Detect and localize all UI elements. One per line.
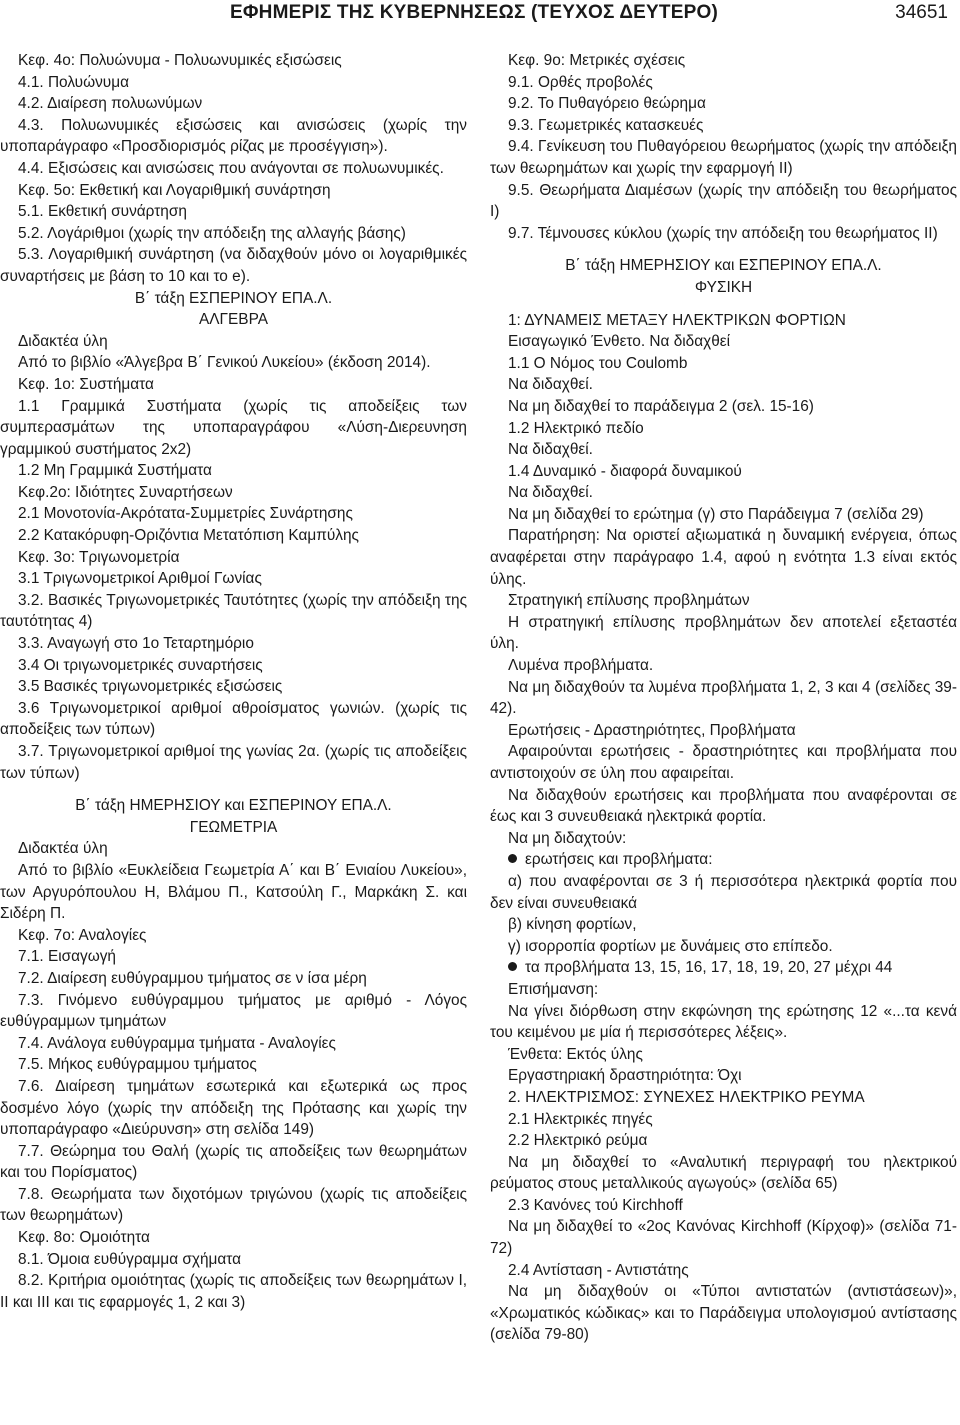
paragraph-text: Επισήμανση: [508,980,599,998]
text-paragraph [490,914,957,936]
text-paragraph [490,849,957,871]
paragraph-text: Η στρατηγική επίλυσης προβλημάτων δεν αποτελεί εξεταστέα ύλη. [490,613,957,653]
paragraph-text: ΓΕΩΜΕΤΡΙΑ [189,818,278,836]
text-paragraph [0,1184,467,1227]
text-paragraph [490,1001,957,1044]
text-paragraph [0,352,467,374]
text-paragraph [0,93,467,115]
paragraph-text: 9.3. Γεωμετρικές κατασκευές [508,116,704,134]
paragraph-text: Να μη διδαχθεί το παράδειγμα 2 (σελ. 15-16) [508,397,814,415]
paragraph-text: 2.1 Ηλεκτρικές πηγές [508,1110,653,1128]
paragraph-text: 7.1. Εισαγωγή [18,948,116,966]
text-paragraph [0,201,467,223]
paragraph-text: β) κίνηση φορτίων, [508,916,637,934]
paragraph-text: 1.4 Δυναμικό - διαφορά δυναμικού [508,462,742,480]
text-paragraph [490,979,957,1001]
paragraph-text: 5.1. Εκθετική συνάρτηση [18,203,187,221]
paragraph-text: α) που αναφέρονται σε 3 ή περισσότερα ηλεκτρικά φορτία που δεν είναι συνευθειακά [490,872,957,912]
text-paragraph [490,677,957,720]
paragraph-text: 3.3. Αναγωγή στο 1ο Τεταρτημόριο [18,635,254,653]
left-column [0,50,467,1313]
paragraph-text: 2.2 Κατακόρυφη-Οριζόντια Μετατόπιση Καμπύλης [18,527,359,545]
text-paragraph [490,72,957,94]
text-paragraph [0,990,467,1033]
text-paragraph [0,860,467,925]
text-paragraph [0,676,467,698]
paragraph-text: 2. ΗΛΕΚΤΡΙΣΜΟΣ: ΣΥΝΕΧΕΣ ΗΛΕΚΤΡΙΚΟ ΡΕΥΜΑ [508,1088,865,1106]
text-paragraph [490,418,957,440]
text-paragraph [0,460,467,482]
text-paragraph [490,828,957,850]
paragraph-text: 8.2. Κριτήρια ομοιότητας (χωρίς τις αποδείξεις των θεωρημάτων I, II και III και τις εφαρμογές 1, 2 και 3) [0,1272,467,1311]
bullet-icon [508,854,517,863]
text-paragraph [0,838,467,860]
paragraph-text: Να μη διδαχτούν: [508,829,627,847]
paragraph-text: ερωτήσεις και προβλήματα: [525,851,713,869]
text-paragraph [490,785,957,828]
text-paragraph [490,936,957,958]
paragraph-text: 7.6. Διαίρεση τμημάτων εσωτερικά και εξωτερικά ως προς δοσμένο λόγο (χωρίς την απόδειξη της Πρότασης και χωρίς την υποπαράγραφο «Διεύρυνση» στη σελίδα 149) [0,1077,467,1139]
paragraph-text: Να διδαχθεί. [508,484,593,502]
paragraph-text: ΑΛΓΕΒΡΑ [199,311,268,329]
text-paragraph [490,1087,957,1109]
paragraph-text: Παρατήρηση: Να οριστεί αξιωματικά η δυναμική ενέργεια, όπως αναφέρεται στην παράγραφο 1.4, αφού η ενότητα 1.3 είναι εκτός ύλης. [490,527,957,588]
paragraph-text: Από το βιβλίο «Άλγεβρα Β΄ Γενικού Λυκείου» (έκδοση 2014). [18,354,431,372]
paragraph-text: Κεφ.2ο: Ιδιότητες Συναρτήσεων [18,483,233,501]
paragraph-text: Να διδαχθούν ερωτήσεις και προβλήματα που αναφέρονται σε έως και 3 συνευθειακά ηλεκτρικά φορτία. [490,786,957,826]
gazette-title: ΕΦΗΜΕΡΙΣ ΤΗΣ ΚΥΒΕΡΝΗΣΕΩΣ (ΤΕΥΧΟΣ ΔΕΥΤΕΡΟ) [230,2,718,23]
text-paragraph [0,968,467,990]
text-paragraph [490,396,957,418]
text-paragraph [0,50,467,72]
text-paragraph [490,93,957,115]
text-paragraph [490,115,957,137]
page-header [0,2,960,36]
paragraph-text: 7.7. Θεώρημα του Θαλή (χωρίς τις αποδείξεις των θεωρημάτων και του Πορίσματος) [0,1142,467,1182]
paragraph-text: 9.2. Το Πυθαγόρειο θεώρημα [508,95,706,113]
paragraph-text: 3.5 Βασικές τριγωνομετρικές εξισώσεις [18,678,283,696]
text-paragraph [490,957,957,979]
section-heading [490,255,957,277]
text-paragraph [0,503,467,525]
text-paragraph [490,1044,957,1066]
paragraph-text: Κεφ. 3ο: Τριγωνομετρία [18,548,180,566]
paragraph-text: 7.3. Γινόμενο ευθύγραμμου τμήματος με αριθμό - Λόγος ευθύγραμμων τμημάτων [0,991,467,1031]
text-paragraph [490,612,957,655]
text-paragraph [0,158,467,180]
paragraph-text: 1: ΔΥΝΑΜΕΙΣ ΜΕΤΑΞΥ ΗΛΕΚΤΡΙΚΩΝ ΦΟΡΤΙΩΝ [508,311,846,329]
text-paragraph [0,925,467,947]
text-paragraph [0,1033,467,1055]
text-paragraph [490,504,957,526]
text-paragraph [490,439,957,461]
text-paragraph [0,1076,467,1141]
paragraph-text: 3.4 Οι τριγωνομετρικές συναρτήσεις [18,656,263,674]
text-paragraph [490,871,957,914]
paragraph-text: Να μη διδαχθεί το «2ος Κανόνας Kirchhoff (Κίρχοφ)» (σελίδα 71-72) [490,1218,957,1258]
paragraph-text: Κεφ. 9ο: Μετρικές σχέσεις [508,52,686,69]
paragraph-text: 4.4. Εξισώσεις και ανισώσεις που ανάγονται σε πολυωνυμικές. [18,159,444,177]
paragraph-text: 7.4. Ανάλογα ευθύγραμμα τμήματα - Αναλογίες [18,1034,336,1052]
paragraph-text: Να διδαχθεί. [508,441,593,459]
text-paragraph [490,136,957,179]
text-paragraph [490,310,957,332]
text-paragraph [490,720,957,742]
text-paragraph [490,1216,957,1259]
paragraph-text: 1.2 Ηλεκτρικό πεδίο [508,419,644,437]
text-paragraph [490,1109,957,1131]
text-paragraph [490,50,957,72]
text-paragraph [490,1195,957,1217]
paragraph-text: 2.4 Αντίσταση - Αντιστάτης [508,1261,689,1279]
text-paragraph [0,223,467,245]
paragraph-text: 5.3. Λογαριθμική συνάρτηση (να διδαχθούν μόνο οι λογαριθμικές συναρτήσεις με βάση το 10 και το e). [0,246,467,285]
text-paragraph [0,1054,467,1076]
text-paragraph [490,655,957,677]
text-paragraph [0,547,467,569]
paragraph-text: 3.2. Βασικές Τριγωνομετρικές Ταυτότητες (χωρίς την απόδειξη της ταυτότητας 4) [0,591,467,631]
paragraph-text: Κεφ. 5ο: Εκθετική και Λογαριθμική συνάρτηση [18,181,331,199]
text-paragraph [0,1270,467,1313]
text-paragraph [490,482,957,504]
text-paragraph [490,525,957,590]
paragraph-text: ΦΥΣΙΚΗ [694,278,753,296]
text-paragraph [0,655,467,677]
text-paragraph [490,590,957,612]
text-paragraph [490,1065,957,1087]
text-paragraph [0,482,467,504]
paragraph-text: Β΄ τάξη ΗΜΕΡΗΣΙΟΥ και ΕΣΠΕΡΙΝΟΥ ΕΠΑ.Λ. [75,797,392,815]
paragraph-text: Διδακτέα ύλη [18,332,108,350]
paragraph-text: Να μη διδαχθεί το «Αναλυτική περιγραφή του ηλεκτρικού ρεύματος στους μεταλλικούς αγωγούς» (σελίδα 65) [490,1153,957,1193]
paragraph-text: Εισαγωγικό Ένθετο. Να διδαχθεί [508,333,731,351]
text-paragraph [0,1249,467,1271]
paragraph-text: 2.1 Μονοτονία-Ακρότατα-Συμμετρίες Συνάρτησης [18,505,353,523]
text-paragraph [490,331,957,353]
text-paragraph [0,946,467,968]
text-paragraph [0,374,467,396]
paragraph-text: Β΄ τάξη ΕΣΠΕΡΙΝΟΥ ΕΠΑ.Λ. [134,289,333,307]
paragraph-text: 2.3 Κανόνες τού Kirchhoff [508,1196,683,1214]
text-paragraph [0,568,467,590]
paragraph-text: 2.2 Ηλεκτρικό ρεύμα [508,1132,648,1150]
paragraph-text: Να μη διδαχθεί το ερώτημα (γ) στο Παράδειγμα 7 (σελίδα 29) [508,505,924,523]
paragraph-text: Διδακτέα ύλη [18,840,108,858]
paragraph-text: 1.1 Ο Νόμος του Coulomb [508,354,688,372]
text-paragraph [490,353,957,375]
paragraph-text: Β΄ τάξη ΗΜΕΡΗΣΙΟΥ και ΕΣΠΕΡΙΝΟΥ ΕΠΑ.Λ. [565,257,882,275]
paragraph-text: Ερωτήσεις - Δραστηριότητες, Προβλήματα [508,721,796,739]
paragraph-text: Κεφ. 8ο: Ομοιότητα [18,1229,150,1247]
paragraph-text: Λυμένα προβλήματα. [508,657,654,675]
section-heading [0,795,467,817]
paragraph-text: Κεφ. 7ο: Αναλογίες [18,926,147,944]
paragraph-text: 8.1. Όμοια ευθύγραμμα σχήματα [18,1250,242,1268]
text-paragraph [490,374,957,396]
text-paragraph [0,1227,467,1249]
section-heading [0,288,467,310]
text-paragraph [0,525,467,547]
text-paragraph [0,590,467,633]
text-paragraph [490,741,957,784]
paragraph-text: 7.2. Διαίρεση ευθύγραμμου τμήματος σε ν ίσα μέρη [18,969,367,987]
text-paragraph [490,1260,957,1282]
text-paragraph [0,244,467,287]
text-paragraph [490,223,957,245]
text-paragraph [0,331,467,353]
section-heading [0,817,467,839]
paragraph-text: 3.6 Τριγωνομετρικοί αριθμοί αθροίσματος γωνιών. (χωρίς τις αποδείξεις των τύπων) [0,699,467,739]
text-paragraph [490,1130,957,1152]
paragraph-text: 4.1. Πολυώνυμα [18,73,129,91]
section-heading [490,277,957,299]
paragraph-text: τα προβλήματα 13, 15, 16, 17, 18, 19, 20, 27 μέχρι 44 [525,959,893,977]
paragraph-text: Εργαστηριακή δραστηριότητα: Όχι [508,1067,742,1085]
paragraph-text: 4.2. Διαίρεση πολυωνύμων [18,95,203,113]
paragraph-text: Από το βιβλίο «Ευκλείδεια Γεωμετρία Α΄ και Β΄ Ενιαίου Λυκείου», των Αργυρόπουλου Η, Βλάμου Π., Κατσούλη Γ., Μαρκάκη Σ. και Σιδέρη Π. [0,861,467,923]
paragraph-text: Ένθετα: Εκτός ύλης [508,1045,643,1063]
paragraph-text: 7.8. Θεωρήματα των διχοτόμων τριγώνου (χωρίς τις αποδείξεις των θεωρημάτων) [0,1185,467,1225]
page-number: 34651 [895,2,948,23]
paragraph-text: Να μη διδαχθούν οι «Τύποι αντιστατών (αντιστάσεων)», «Χρωματικός κώδικας» και το Παράδειγμα υπολογισμού αντίστασης (σελίδα 79-80) [490,1283,957,1344]
text-paragraph [0,115,467,158]
paragraph-text: Κεφ. 1ο: Συστήματα [18,375,154,393]
paragraph-text: 3.1 Τριγωνομετρικοί Αριθμοί Γωνίας [18,570,262,588]
paragraph-text: 5.2. Λογάριθμοι (χωρίς την απόδειξη της αλλαγής βάσης) [18,224,406,242]
paragraph-text: 9.4. Γενίκευση του Πυθαγόρειου θεωρήματος (χωρίς την απόδειξη των θεωρημάτων και χωρίς την εφαρμογή II) [490,138,957,177]
text-paragraph [0,396,467,461]
paragraph-text: Να γίνει διόρθωση στην εκφώνηση της ερώτησης 12 «...τα κενά του κειμένου με μία ή περισσότερες λέξεις». [490,1002,957,1042]
paragraph-text: Να διδαχθεί. [508,376,593,394]
text-paragraph [0,1141,467,1184]
text-paragraph [490,180,957,223]
paragraph-text: 3.7. Τριγωνομετρικοί αριθμοί της γωνίας 2α. (χωρίς τις αποδείξεις των τύπων) [0,743,467,782]
text-paragraph [0,698,467,741]
paragraph-text: 1.2 Μη Γραμμικά Συστήματα [18,462,212,480]
text-paragraph [0,180,467,202]
paragraph-text: γ) ισορροπία φορτίων με δυνάμεις στο επίπεδο. [508,937,833,955]
section-heading [0,309,467,331]
text-paragraph [490,461,957,483]
paragraph-text: Στρατηγική επίλυσης προβλημάτων [508,592,750,610]
paragraph-text: 1.1 Γραμμικά Συστήματα (χωρίς τις αποδείξεις των συμπερασμάτων της υποπαραγράφου «Λύση-Διερευνηση γραμμικού συστήματος 2x2) [0,397,467,458]
paragraph-text: Κεφ. 4ο: Πολυώνυμα - Πολυωνυμικές εξισώσεις [18,52,342,69]
paragraph-text: 9.5. Θεωρήματα Διαμέσων (χωρίς την απόδειξη του θεωρήματος I) [490,181,957,221]
bullet-icon [508,962,517,971]
paragraph-text: 7.5. Μήκος ευθύγραμμου τμήματος [18,1056,257,1074]
paragraph-text: 4.3. Πολυωνυμικές εξισώσεις και ανισώσεις (χωρίς την υποπαράγραφο «Προσδιορισμός ρίζας με προσέγγιση»). [0,116,467,156]
paragraph-text: 9.1. Ορθές προβολές [508,73,653,91]
text-paragraph [0,633,467,655]
text-paragraph [0,741,467,784]
text-paragraph [490,1152,957,1195]
text-paragraph [490,1281,957,1346]
paragraph-text: Αφαιρούνται ερωτήσεις - δραστηριότητες και προβλήματα που αντιστοιχούν σε ύλη που αφαιρείται. [490,743,957,782]
right-column [490,50,957,1346]
text-paragraph [0,72,467,94]
paragraph-text: 9.7. Τέμνουσες κύκλου (χωρίς την απόδειξη του θεωρήματος II) [508,224,938,242]
paragraph-text: Να μη διδαχθούν τα λυμένα προβλήματα 1, 2, 3 και 4 (σελίδες 39-42). [490,678,957,718]
